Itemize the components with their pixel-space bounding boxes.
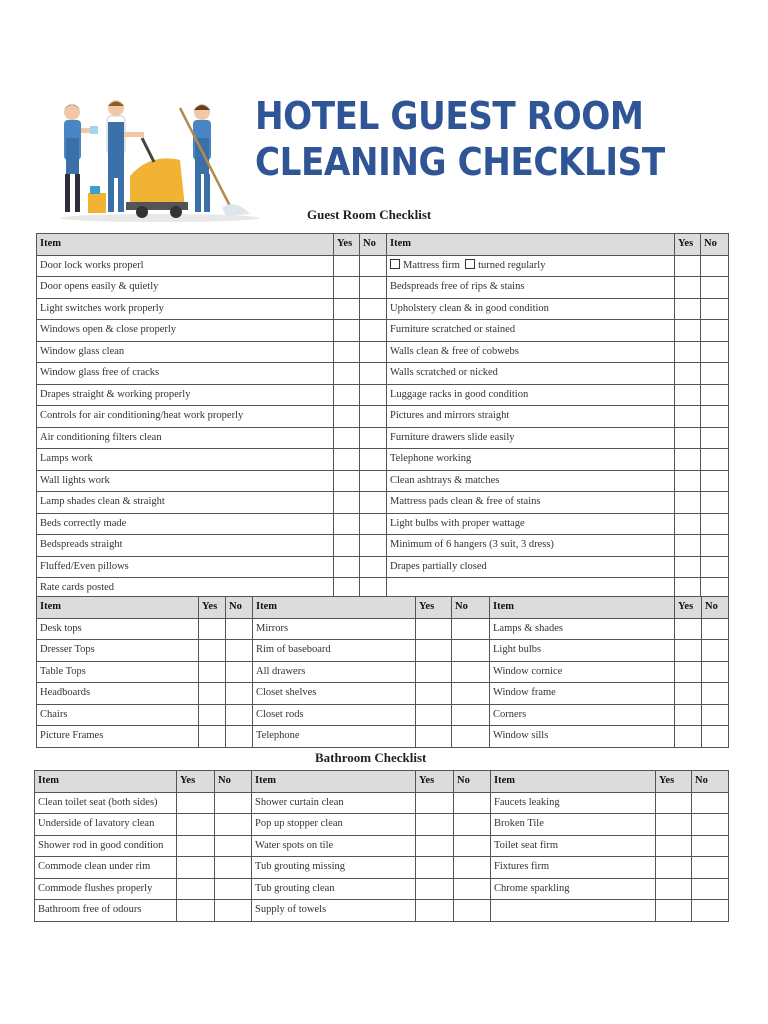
table-row — [37, 384, 729, 406]
checklist-item-label: Water spots on tile — [252, 835, 416, 857]
checklist-item-label: Shower rod in good condition — [35, 835, 177, 857]
yes-checkbox-cell[interactable] — [675, 277, 701, 299]
yes-checkbox-cell[interactable] — [334, 449, 360, 471]
yes-checkbox-cell[interactable] — [675, 704, 702, 726]
no-checkbox-cell[interactable] — [360, 384, 387, 406]
title-line-1: HOTEL GUEST ROOM — [255, 94, 644, 138]
table-row — [37, 449, 729, 471]
yes-checkbox-cell[interactable] — [334, 277, 360, 299]
table-row — [37, 704, 729, 726]
yes-checkbox-cell[interactable] — [675, 255, 701, 277]
item-column-header: Item — [253, 597, 416, 619]
yes-checkbox-cell[interactable] — [199, 640, 226, 662]
yes-checkbox-cell[interactable] — [416, 900, 454, 922]
yes-column-header: Yes — [675, 597, 702, 619]
yes-checkbox-cell[interactable] — [656, 835, 692, 857]
checklist-item-label: Clean ashtrays & matches — [387, 470, 675, 492]
checklist-item-label: Rim of baseboard — [253, 640, 416, 662]
yes-checkbox-cell[interactable] — [416, 618, 452, 640]
yes-checkbox-cell[interactable] — [675, 341, 701, 363]
no-checkbox-cell[interactable] — [701, 535, 729, 557]
no-checkbox-cell[interactable] — [215, 835, 252, 857]
checklist-item-label: Faucets leaking — [491, 792, 656, 814]
checklist-item-label: Bathroom free of odours — [35, 900, 177, 922]
checklist-item-label: Table Tops — [37, 661, 199, 683]
no-checkbox-cell[interactable] — [692, 792, 729, 814]
checklist-item-label: Lamp shades clean & straight — [37, 492, 334, 514]
checklist-item-label: Chairs — [37, 704, 199, 726]
yes-checkbox-cell[interactable] — [675, 449, 701, 471]
checklist-item-label: Pop up stopper clean — [252, 814, 416, 836]
checklist-item-label: Walls scratched or nicked — [387, 363, 675, 385]
checklist-item-label: Telephone working — [387, 449, 675, 471]
yes-checkbox-cell[interactable] — [675, 556, 701, 578]
turned-regularly-checkbox[interactable] — [465, 259, 475, 269]
no-checkbox-cell[interactable] — [360, 320, 387, 342]
table-row — [37, 492, 729, 514]
no-checkbox-cell[interactable] — [360, 298, 387, 320]
table-row — [35, 878, 729, 900]
checklist-item-label: Minimum of 6 hangers (3 suit, 3 dress) — [387, 535, 675, 557]
checklist-item-label: Beds correctly made — [37, 513, 334, 535]
header-row — [37, 597, 729, 619]
checklist-item-label: Telephone — [253, 726, 416, 748]
yes-checkbox-cell[interactable] — [334, 320, 360, 342]
no-checkbox-cell[interactable] — [226, 640, 253, 662]
no-checkbox-cell[interactable] — [452, 640, 490, 662]
yes-checkbox-cell[interactable] — [416, 726, 452, 748]
no-checkbox-cell[interactable] — [701, 449, 729, 471]
guest-room-table — [36, 233, 729, 600]
no-checkbox-cell[interactable] — [702, 618, 729, 640]
yes-checkbox-cell[interactable] — [416, 704, 452, 726]
no-checkbox-cell[interactable] — [215, 857, 252, 879]
table-row — [35, 814, 729, 836]
no-checkbox-cell[interactable] — [452, 661, 490, 683]
no-column-header: No — [452, 597, 490, 619]
checklist-item-label: Upholstery clean & in good condition — [387, 298, 675, 320]
table-row — [37, 406, 729, 428]
checklist-item-label: Corners — [490, 704, 675, 726]
no-checkbox-cell[interactable] — [360, 255, 387, 277]
no-checkbox-cell[interactable] — [360, 513, 387, 535]
no-checkbox-cell[interactable] — [215, 792, 252, 814]
yes-checkbox-cell[interactable] — [177, 857, 215, 879]
cleaner-mop-figure — [180, 104, 250, 216]
yes-checkbox-cell[interactable] — [675, 492, 701, 514]
yes-checkbox-cell[interactable] — [334, 556, 360, 578]
mattress-firm-label: Mattress firm — [403, 259, 460, 271]
table-row — [37, 470, 729, 492]
no-checkbox-cell[interactable] — [701, 556, 729, 578]
yes-checkbox-cell[interactable] — [199, 683, 226, 705]
mattress-item-cell — [387, 255, 675, 277]
yes-checkbox-cell[interactable] — [334, 492, 360, 514]
mattress-firm-checkbox[interactable] — [390, 259, 400, 269]
no-checkbox-cell[interactable] — [360, 535, 387, 557]
no-checkbox-cell[interactable] — [702, 726, 729, 748]
yes-column-header: Yes — [177, 771, 215, 793]
no-checkbox-cell[interactable] — [360, 406, 387, 428]
yes-checkbox-cell[interactable] — [334, 341, 360, 363]
checklist-item-label: Drapes partially closed — [387, 556, 675, 578]
no-checkbox-cell[interactable] — [701, 298, 729, 320]
yes-column-header: Yes — [656, 771, 692, 793]
yes-checkbox-cell[interactable] — [416, 857, 454, 879]
no-checkbox-cell[interactable] — [360, 556, 387, 578]
yes-checkbox-cell[interactable] — [675, 406, 701, 428]
checklist-item-label: Controls for air conditioning/heat work properly — [37, 406, 334, 428]
yes-checkbox-cell[interactable] — [334, 513, 360, 535]
no-checkbox-cell[interactable] — [226, 726, 253, 748]
table-row — [37, 277, 729, 299]
checklist-item-label: Tub grouting missing — [252, 857, 416, 879]
yes-checkbox-cell[interactable] — [416, 878, 454, 900]
no-checkbox-cell[interactable] — [360, 277, 387, 299]
checklist-item-label: Underside of lavatory clean — [35, 814, 177, 836]
no-checkbox-cell[interactable] — [701, 320, 729, 342]
no-checkbox-cell[interactable] — [452, 618, 490, 640]
table-row — [35, 792, 729, 814]
checklist-item-label: Closet rods — [253, 704, 416, 726]
checklist-item-label: Bedspreads free of rips & stains — [387, 277, 675, 299]
no-checkbox-cell[interactable] — [692, 857, 729, 879]
no-checkbox-cell[interactable] — [452, 704, 490, 726]
yes-checkbox-cell[interactable] — [416, 835, 454, 857]
yes-checkbox-cell[interactable] — [656, 900, 692, 922]
item-column-header: Item — [387, 234, 675, 256]
checklist-item-label: Clean toilet seat (both sides) — [35, 792, 177, 814]
table-row — [37, 298, 729, 320]
no-checkbox-cell[interactable] — [701, 277, 729, 299]
no-checkbox-cell[interactable] — [454, 878, 491, 900]
yes-column-header: Yes — [675, 234, 701, 256]
yes-checkbox-cell[interactable] — [334, 363, 360, 385]
checklist-item-label: Window sills — [490, 726, 675, 748]
checklist-item-label: Bedspreads straight — [37, 535, 334, 557]
checklist-item-label: Window cornice — [490, 661, 675, 683]
checklist-item-label: Window frame — [490, 683, 675, 705]
cleaning-staff-illustration — [50, 98, 265, 223]
yes-checkbox-cell[interactable] — [177, 878, 215, 900]
no-column-header: No — [702, 597, 729, 619]
no-checkbox-cell[interactable] — [360, 341, 387, 363]
checklist-item-label: Broken Tile — [491, 814, 656, 836]
no-checkbox-cell[interactable] — [701, 255, 729, 277]
checklist-item-label: Light bulbs — [490, 640, 675, 662]
yes-checkbox-cell[interactable] — [675, 640, 702, 662]
yes-checkbox-cell[interactable] — [416, 640, 452, 662]
yes-checkbox-cell[interactable] — [199, 618, 226, 640]
yes-column-header: Yes — [416, 597, 452, 619]
checklist-item-label: Light switches work properly — [37, 298, 334, 320]
yes-checkbox-cell[interactable] — [675, 320, 701, 342]
no-checkbox-cell[interactable] — [701, 341, 729, 363]
table-row — [37, 726, 729, 748]
yes-checkbox-cell[interactable] — [199, 704, 226, 726]
yes-checkbox-cell[interactable] — [416, 814, 454, 836]
yes-checkbox-cell[interactable] — [177, 792, 215, 814]
table-row — [37, 513, 729, 535]
no-checkbox-cell[interactable] — [215, 814, 252, 836]
table-row — [37, 535, 729, 557]
no-checkbox-cell[interactable] — [215, 878, 252, 900]
checklist-item-label: Commode flushes properly — [35, 878, 177, 900]
yes-checkbox-cell[interactable] — [416, 792, 454, 814]
table-row — [37, 427, 729, 449]
title-line-2: CLEANING CHECKLIST — [255, 140, 665, 184]
item-column-header: Item — [37, 597, 199, 619]
no-checkbox-cell[interactable] — [360, 449, 387, 471]
table-row — [37, 640, 729, 662]
checklist-item-label: Window glass free of cracks — [37, 363, 334, 385]
checklist-item-label: Supply of towels — [252, 900, 416, 922]
no-checkbox-cell[interactable] — [454, 857, 491, 879]
no-checkbox-cell[interactable] — [454, 900, 491, 922]
no-checkbox-cell[interactable] — [702, 640, 729, 662]
yes-checkbox-cell[interactable] — [675, 535, 701, 557]
no-checkbox-cell[interactable] — [692, 900, 729, 922]
bathroom-heading: Bathroom Checklist — [315, 750, 427, 765]
yes-checkbox-cell[interactable] — [334, 384, 360, 406]
item-column-header: Item — [37, 234, 334, 256]
table-row — [37, 556, 729, 578]
checklist-item-label: Wall lights work — [37, 470, 334, 492]
table-row — [37, 255, 729, 277]
yes-checkbox-cell[interactable] — [177, 835, 215, 857]
yes-checkbox-cell[interactable] — [675, 513, 701, 535]
checklist-item-label: Door opens easily & quietly — [37, 277, 334, 299]
checklist-item-label: Air conditioning filters clean — [37, 427, 334, 449]
checklist-item-label: Chrome sparkling — [491, 878, 656, 900]
no-checkbox-cell[interactable] — [215, 900, 252, 922]
no-checkbox-cell[interactable] — [452, 683, 490, 705]
item-column-header: Item — [35, 771, 177, 793]
checklist-item-label: Commode clean under rim — [35, 857, 177, 879]
yes-checkbox-cell[interactable] — [334, 298, 360, 320]
yes-checkbox-cell[interactable] — [177, 900, 215, 922]
checklist-item-label: All drawers — [253, 661, 416, 683]
yes-checkbox-cell[interactable] — [416, 661, 452, 683]
no-checkbox-cell[interactable] — [702, 704, 729, 726]
checklist-item-label: Furniture scratched or stained — [387, 320, 675, 342]
checklist-item-label: Picture Frames — [37, 726, 199, 748]
no-checkbox-cell[interactable] — [702, 683, 729, 705]
no-checkbox-cell[interactable] — [360, 427, 387, 449]
checklist-item-label: Mattress pads clean & free of stains — [387, 492, 675, 514]
yes-checkbox-cell[interactable] — [334, 427, 360, 449]
checklist-item-label: Desk tops — [37, 618, 199, 640]
no-checkbox-cell[interactable] — [226, 683, 253, 705]
checklist-item-label: Window glass clean — [37, 341, 334, 363]
no-checkbox-cell[interactable] — [701, 470, 729, 492]
no-checkbox-cell[interactable] — [692, 814, 729, 836]
yes-checkbox-cell[interactable] — [656, 814, 692, 836]
no-checkbox-cell[interactable] — [701, 406, 729, 428]
no-column-header: No — [226, 597, 253, 619]
checklist-item-label: Closet shelves — [253, 683, 416, 705]
no-checkbox-cell[interactable] — [692, 878, 729, 900]
checklist-item-label: Furniture drawers slide easily — [387, 427, 675, 449]
no-checkbox-cell[interactable] — [226, 618, 253, 640]
checklist-item-label: Fixtures firm — [491, 857, 656, 879]
checklist-item-label: Lamps work — [37, 449, 334, 471]
no-checkbox-cell[interactable] — [360, 470, 387, 492]
no-checkbox-cell[interactable] — [360, 363, 387, 385]
yes-checkbox-cell[interactable] — [675, 363, 701, 385]
no-checkbox-cell[interactable] — [360, 492, 387, 514]
no-column-header: No — [360, 234, 387, 256]
table-row — [37, 363, 729, 385]
table-row — [37, 683, 729, 705]
table-row — [35, 835, 729, 857]
item-column-header: Item — [490, 597, 675, 619]
yes-checkbox-cell[interactable] — [334, 470, 360, 492]
checklist-item-label: Toilet seat firm — [491, 835, 656, 857]
yes-checkbox-cell[interactable] — [675, 470, 701, 492]
yes-checkbox-cell[interactable] — [675, 661, 702, 683]
yes-checkbox-cell[interactable] — [675, 298, 701, 320]
yes-checkbox-cell[interactable] — [675, 726, 702, 748]
header-row — [35, 771, 729, 793]
yes-checkbox-cell[interactable] — [334, 535, 360, 557]
item-column-header: Item — [491, 771, 656, 793]
item-column-header: Item — [252, 771, 416, 793]
no-column-header: No — [701, 234, 729, 256]
no-checkbox-cell[interactable] — [701, 513, 729, 535]
yes-column-header: Yes — [416, 771, 454, 793]
yes-checkbox-cell[interactable] — [334, 255, 360, 277]
no-checkbox-cell[interactable] — [454, 792, 491, 814]
yes-column-header: Yes — [199, 597, 226, 619]
no-column-header: No — [215, 771, 252, 793]
yes-checkbox-cell[interactable] — [675, 384, 701, 406]
no-checkbox-cell[interactable] — [452, 726, 490, 748]
yes-checkbox-cell[interactable] — [656, 857, 692, 879]
yes-checkbox-cell[interactable] — [334, 406, 360, 428]
guest-room-heading: Guest Room Checklist — [307, 207, 432, 222]
yes-column-header: Yes — [334, 234, 360, 256]
yes-checkbox-cell[interactable] — [656, 878, 692, 900]
yes-checkbox-cell[interactable] — [416, 683, 452, 705]
checklist-item-label: Shower curtain clean — [252, 792, 416, 814]
yes-checkbox-cell[interactable] — [675, 683, 702, 705]
checklist-item-label — [491, 900, 656, 922]
no-checkbox-cell[interactable] — [701, 492, 729, 514]
no-checkbox-cell[interactable] — [692, 835, 729, 857]
checklist-item-label: Pictures and mirrors straight — [387, 406, 675, 428]
room-items-table — [36, 596, 729, 748]
checklist-item-label: Rate cards posted — [37, 578, 334, 600]
table-row — [35, 857, 729, 879]
checklist-item-label: Headboards — [37, 683, 199, 705]
table-row — [37, 661, 729, 683]
no-checkbox-cell[interactable] — [701, 363, 729, 385]
table-row — [35, 900, 729, 922]
no-checkbox-cell[interactable] — [702, 661, 729, 683]
bathroom-table — [34, 770, 729, 922]
no-checkbox-cell[interactable] — [226, 704, 253, 726]
no-checkbox-cell[interactable] — [226, 661, 253, 683]
checklist-item-label: Light bulbs with proper wattage — [387, 513, 675, 535]
checklist-item-label: Drapes straight & working properly — [37, 384, 334, 406]
checklist-item-label: Lamps & shades — [490, 618, 675, 640]
no-checkbox-cell[interactable] — [701, 384, 729, 406]
checklist-item-label: Walls clean & free of cobwebs — [387, 341, 675, 363]
checklist-item-label: Door lock works properl — [37, 255, 334, 277]
no-column-header: No — [454, 771, 491, 793]
table-row — [37, 320, 729, 342]
table-row — [37, 618, 729, 640]
checklist-item-label: Fluffed/Even pillows — [37, 556, 334, 578]
turned-regularly-label: turned regularly — [478, 259, 546, 271]
page-title — [255, 93, 665, 185]
no-checkbox-cell[interactable] — [454, 814, 491, 836]
checklist-item-label: Dresser Tops — [37, 640, 199, 662]
checklist-item-label: Windows open & close properly — [37, 320, 334, 342]
yes-checkbox-cell[interactable] — [199, 661, 226, 683]
no-column-header: No — [692, 771, 729, 793]
yes-checkbox-cell[interactable] — [675, 427, 701, 449]
no-checkbox-cell[interactable] — [454, 835, 491, 857]
yes-checkbox-cell[interactable] — [675, 618, 702, 640]
header-row — [37, 234, 729, 256]
yes-checkbox-cell[interactable] — [199, 726, 226, 748]
yes-checkbox-cell[interactable] — [656, 792, 692, 814]
checklist-item-label: Tub grouting clean — [252, 878, 416, 900]
checklist-item-label: Luggage racks in good condition — [387, 384, 675, 406]
table-row — [37, 341, 729, 363]
checklist-item-label: Mirrors — [253, 618, 416, 640]
yes-checkbox-cell[interactable] — [177, 814, 215, 836]
no-checkbox-cell[interactable] — [701, 427, 729, 449]
